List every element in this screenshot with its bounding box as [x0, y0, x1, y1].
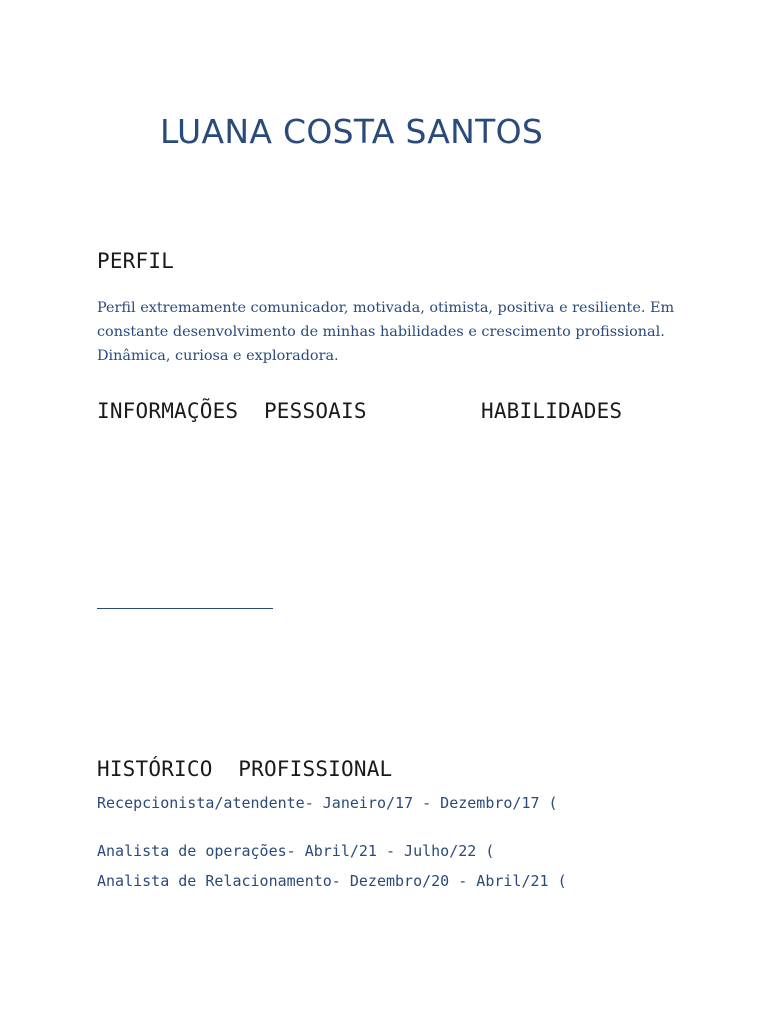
- job-entry-analista-operacoes: Analista de operações- Abril/21 - Julho/22 (: [97, 842, 495, 860]
- profile-summary: [97, 296, 677, 368]
- section-heading-perfil: PERFIL: [97, 249, 175, 273]
- profile-line: Dinâmica, curiosa e exploradora.: [97, 348, 339, 364]
- divider-line: [97, 608, 273, 609]
- candidate-name: LUANA COSTA SANTOS: [160, 112, 544, 151]
- section-heading-habilidades: HABILIDADES: [481, 399, 623, 423]
- section-heading-informacoes-pessoais: INFORMAÇÕES PESSOAIS: [97, 399, 367, 423]
- job-entry-recepcionista: Recepcionista/atendente- Janeiro/17 - Dezembro/17 (: [97, 794, 558, 812]
- profile-line: constante desenvolvimento de minhas habilidades e crescimento profissional.: [97, 324, 665, 340]
- profile-line: Perfil extremamente comunicador, motivada, otimista, positiva e resiliente. Em: [97, 300, 675, 316]
- section-heading-historico-profissional: HISTÓRICO PROFISSIONAL: [97, 757, 393, 781]
- job-entry-analista-relacionamento: Analista de Relacionamento- Dezembro/20 - Abril/21 (: [97, 872, 567, 890]
